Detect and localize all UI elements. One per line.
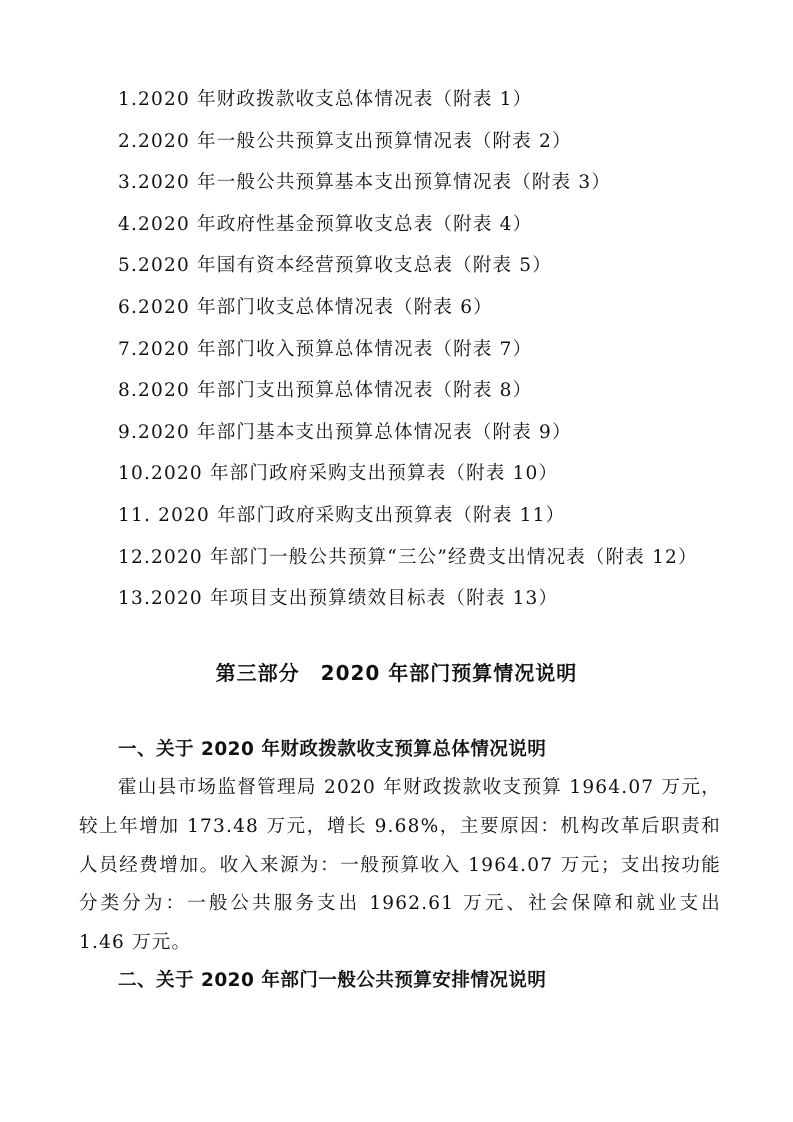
- attachment-item-6: 6.2020 年部门收支总体情况表（附表 6）: [118, 296, 493, 318]
- attachment-item-2: 2.2020 年一般公共预算支出预算情况表（附表 2）: [118, 130, 572, 152]
- attachment-item-13: 13.2020 年项目支出预算绩效目标表（附表 13）: [118, 588, 559, 610]
- attachment-item-11: 11. 2020 年部门政府采购支出预算表（附表 11）: [118, 504, 566, 526]
- attachment-list: [118, 82, 758, 623]
- attachment-item-10: 10.2020 年部门政府采购支出预算表（附表 10）: [118, 463, 559, 485]
- attachment-item-8: 8.2020 年部门支出预算总体情况表（附表 8）: [118, 380, 533, 402]
- attachment-item-4: 4.2020 年政府性基金预算收支总表（附表 4）: [118, 213, 533, 235]
- heading-general-budget: 二、关于 2020 年部门一般公共预算安排情况说明: [118, 970, 547, 991]
- heading-financial-overview: 一、关于 2020 年财政拨款收支预算总体情况说明: [118, 739, 547, 760]
- attachment-item-3: 3.2020 年一般公共预算基本支出预算情况表（附表 3）: [118, 172, 612, 194]
- section-title: 第三部分 2020 年部门预算情况说明: [215, 661, 578, 685]
- attachment-item-5: 5.2020 年国有资本经营预算收支总表（附表 5）: [118, 255, 552, 277]
- attachment-item-9: 9.2020 年部门基本支出预算总体情况表（附表 9）: [118, 421, 572, 443]
- attachment-item-7: 7.2020 年部门收入预算总体情况表（附表 7）: [118, 338, 533, 360]
- attachment-item-1: 1.2020 年财政拨款收支总体情况表（附表 1）: [118, 89, 533, 110]
- paragraph-financial-overview: 霍山县市场监督管理局 2020 年财政拨款收支预算 1964.07 万元，较上年增加 173.48 万元，增长 9.68%，主要原因：机构改革后职责和人员经费增加。收入来源为：一般预算收入 1964.07 万元；支出按功能分类分为：一般公共服务支出 1962.61 万元、社会保障和就业支出 1.46 万元。: [79, 777, 721, 954]
- attachment-item-12: 12.2020 年部门一般公共预算“三公”经费支出情况表（附表 12）: [118, 546, 698, 568]
